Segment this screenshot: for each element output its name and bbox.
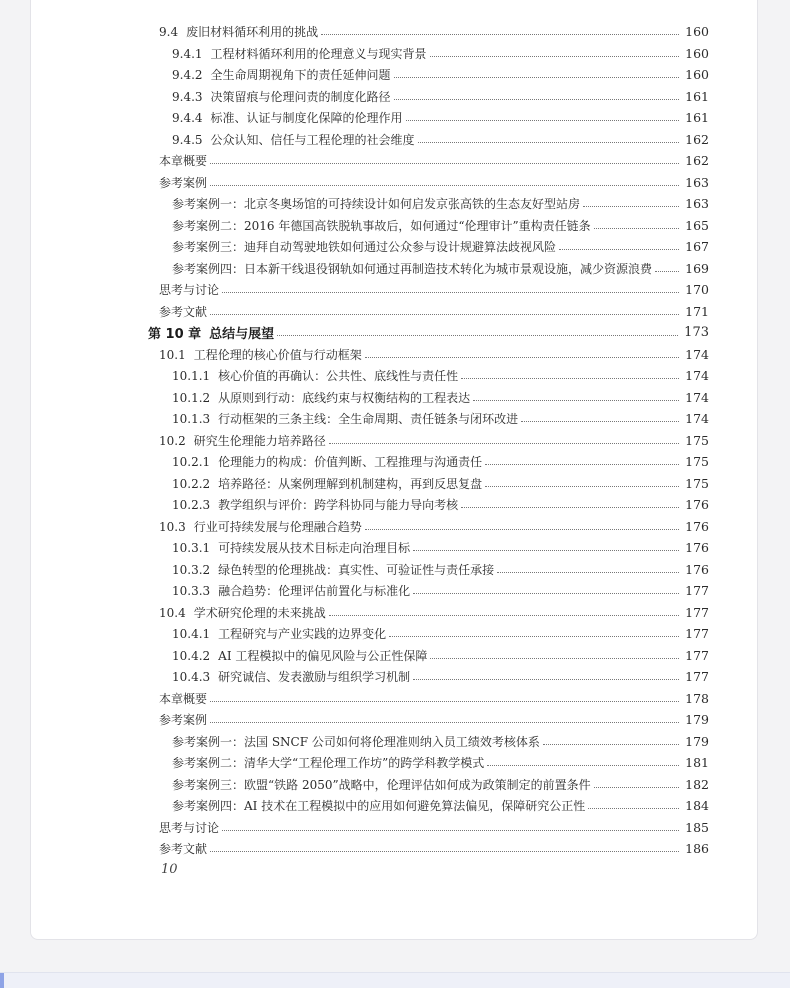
toc-entry[interactable] — [119, 236, 709, 258]
toc-entry-text: 参考案例三：迪拜自动驾驶地铁如何通过公众参与设计规避算法歧视风险 — [172, 240, 557, 255]
toc-entry-title — [159, 152, 210, 169]
toc-leader-dots — [461, 378, 679, 379]
toc-entry-text: 参考案例 — [159, 713, 208, 728]
toc-entry-page: 186 — [685, 841, 709, 857]
toc-entry-page: 177 — [685, 604, 709, 620]
toc-entry-text: 工程研究与产业实践的边界变化 — [218, 627, 387, 642]
toc-entry[interactable] — [119, 666, 709, 688]
toc-leader-dots — [583, 206, 679, 207]
toc-entry-title — [172, 260, 655, 277]
toc-leader-dots — [394, 77, 680, 78]
toc-leader-dots — [365, 357, 679, 358]
toc-entry-number: 10.4.2 — [172, 648, 211, 663]
toc-entry-title — [159, 604, 329, 621]
toc-entry-page: 176 — [685, 540, 709, 556]
toc-entry[interactable] — [119, 451, 709, 473]
toc-entry-number: 10.1 — [159, 347, 186, 362]
toc-leader-dots — [594, 228, 680, 229]
toc-entry-page: 179 — [685, 712, 709, 728]
toc-leader-dots — [559, 249, 679, 250]
toc-entry-title — [172, 582, 413, 599]
toc-entry-title — [159, 303, 210, 320]
toc-entry[interactable] — [119, 731, 709, 753]
toc-entry-text: 思考与讨论 — [159, 820, 220, 835]
toc-entry-page: 162 — [685, 131, 709, 147]
table-of-contents — [119, 21, 709, 860]
toc-entry-text: 工程伦理的核心价值与行动框架 — [193, 347, 362, 362]
toc-entry-page: 175 — [685, 432, 709, 448]
toc-entry[interactable] — [119, 129, 709, 151]
toc-entry-title — [159, 690, 210, 707]
toc-entry[interactable] — [119, 365, 709, 387]
toc-entry-text: 参考案例四：AI 技术在工程模拟中的应用如何避免算法偏见，保障研究公正性 — [172, 799, 586, 814]
toc-entry[interactable] — [119, 301, 709, 323]
toc-leader-dots — [222, 830, 679, 831]
toc-entry[interactable] — [119, 64, 709, 86]
toc-entry[interactable] — [119, 215, 709, 237]
toc-leader-dots — [321, 34, 679, 35]
toc-entry-page: 170 — [685, 282, 709, 298]
toc-entry-number: 第 10 章 — [148, 327, 202, 343]
toc-entry[interactable] — [119, 559, 709, 581]
toc-entry-page: 161 — [685, 110, 709, 126]
toc-leader-dots — [210, 722, 679, 723]
toc-entry-text: 从原则到行动：底线约束与权衡结构的工程表达 — [218, 390, 471, 405]
toc-entry-page: 177 — [685, 583, 709, 599]
toc-entry-number: 10.3.3 — [172, 584, 211, 599]
toc-entry-page: 162 — [685, 153, 709, 169]
toc-entry-page: 171 — [685, 303, 709, 319]
toc-entry[interactable] — [119, 107, 709, 129]
toc-entry-text: 参考文献 — [159, 304, 208, 319]
toc-entry-text: 学术研究伦理的未来挑战 — [193, 605, 326, 620]
toc-entry-title — [172, 797, 588, 814]
toc-entry-page: 175 — [685, 454, 709, 470]
toc-entry-page: 176 — [685, 497, 709, 513]
toc-entry-title — [172, 539, 413, 556]
toc-entry-title — [172, 238, 559, 255]
toc-entry-page: 175 — [685, 475, 709, 491]
toc-leader-dots — [594, 787, 680, 788]
toc-entry-number: 10.1.3 — [172, 412, 211, 427]
toc-entry-number: 9.4 — [159, 25, 179, 40]
toc-entry[interactable] — [119, 279, 709, 301]
toc-entry-text: 决策留痕与伦理问责的制度化路径 — [210, 89, 391, 104]
toc-entry-number: 9.4.4 — [172, 111, 203, 126]
toc-entry-title — [172, 131, 418, 148]
toc-entry-title — [148, 323, 277, 342]
toc-entry[interactable] — [119, 408, 709, 430]
toc-entry-page: 165 — [685, 217, 709, 233]
toc-entry-title — [172, 195, 583, 212]
toc-entry[interactable] — [119, 150, 709, 172]
toc-entry[interactable] — [119, 580, 709, 602]
toc-leader-dots — [406, 120, 680, 121]
toc-entry-number: 9.4.1 — [172, 46, 203, 61]
toc-leader-dots — [413, 550, 679, 551]
toc-entry-page: 174 — [685, 411, 709, 427]
toc-leader-dots — [389, 636, 679, 637]
toc-entry-number: 9.4.5 — [172, 132, 203, 147]
document-page — [30, 0, 758, 940]
toc-leader-dots — [365, 529, 679, 530]
toc-entry[interactable] — [119, 645, 709, 667]
toc-entry-title — [172, 776, 594, 793]
toc-entry-text: 参考案例一：北京冬奥场馆的可持续设计如何启发京张高铁的生态友好型站房 — [172, 197, 581, 212]
toc-leader-dots — [222, 292, 679, 293]
toc-entry[interactable] — [119, 193, 709, 215]
toc-entry-page: 182 — [685, 776, 709, 792]
toc-leader-dots — [461, 507, 679, 508]
toc-entry-text: 研究诚信、发表激励与组织学习机制 — [218, 670, 411, 685]
toc-entry-title — [172, 561, 497, 578]
toc-entry-page: 185 — [685, 819, 709, 835]
toc-entry[interactable] — [119, 537, 709, 559]
toc-entry[interactable] — [119, 817, 709, 839]
toc-entry-page: 167 — [685, 239, 709, 255]
toc-leader-dots — [497, 572, 679, 573]
page-footer-number: 10 — [161, 862, 178, 877]
toc-leader-dots — [210, 314, 679, 315]
toc-entry-text: 公众认知、信任与工程伦理的社会维度 — [210, 132, 415, 147]
toc-leader-dots — [521, 421, 679, 422]
toc-leader-dots — [543, 744, 679, 745]
toc-entry-text: AI 工程模拟中的偏见风险与公正性保障 — [218, 648, 428, 663]
toc-entry-title — [172, 453, 485, 470]
toc-entry-text: 培养路径：从案例理解到机制建构，再到反思复盘 — [218, 476, 483, 491]
toc-entry-title — [172, 217, 594, 234]
toc-entry-number: 10.3.2 — [172, 562, 211, 577]
toc-leader-dots — [430, 658, 679, 659]
toc-entry-text: 本章概要 — [159, 154, 208, 169]
toc-entry-page: 184 — [685, 798, 709, 814]
toc-leader-dots — [413, 679, 679, 680]
toc-entry-page: 173 — [684, 325, 709, 341]
toc-entry-text: 参考案例 — [159, 175, 208, 190]
toc-entry-text: 融合趋势：伦理评估前置化与标准化 — [218, 584, 411, 599]
toc-entry-page: 161 — [685, 88, 709, 104]
toc-leader-dots — [329, 615, 679, 616]
toc-entry-title — [172, 496, 461, 513]
toc-entry-page: 163 — [685, 174, 709, 190]
toc-entry-title — [172, 475, 485, 492]
toc-leader-dots — [430, 56, 680, 57]
toc-entry-number: 10.1.1 — [172, 369, 211, 384]
toc-leader-dots — [277, 335, 678, 336]
toc-entry-title — [172, 625, 389, 642]
toc-leader-dots — [394, 99, 680, 100]
toc-entry[interactable] — [119, 688, 709, 710]
toc-entry[interactable] — [119, 602, 709, 624]
toc-entry-text: 思考与讨论 — [159, 283, 220, 298]
toc-entry-number: 10.4.1 — [172, 627, 211, 642]
toc-entry-number: 10.3 — [159, 519, 186, 534]
toc-entry-text: 参考案例二：清华大学“工程伦理工作坊”的跨学科教学模式 — [172, 756, 485, 771]
toc-entry[interactable] — [119, 387, 709, 409]
toc-entry-text: 工程材料循环利用的伦理意义与现实背景 — [210, 46, 427, 61]
toc-entry[interactable] — [119, 43, 709, 65]
toc-entry[interactable] — [119, 623, 709, 645]
toc-entry-page: 181 — [685, 755, 709, 771]
toc-entry[interactable] — [119, 258, 709, 280]
toc-entry-title — [159, 281, 222, 298]
toc-entry-title — [159, 346, 365, 363]
toc-entry-title — [172, 754, 487, 771]
toc-chapter-entry[interactable] — [119, 322, 709, 344]
toc-entry-title — [172, 109, 406, 126]
toc-entry-title — [172, 389, 473, 406]
toc-entry[interactable] — [119, 21, 709, 43]
toc-entry-text: 核心价值的再确认：公共性、底线性与责任性 — [218, 369, 459, 384]
toc-entry-title — [159, 432, 329, 449]
toc-entry-number: 10.1.2 — [172, 390, 211, 405]
toc-entry-text: 废旧材料循环利用的挑战 — [186, 25, 319, 40]
toc-leader-dots — [413, 593, 679, 594]
toc-entry-page: 174 — [685, 346, 709, 362]
toc-entry-title — [159, 711, 210, 728]
toc-entry-text: 教学组织与评价：跨学科协同与能力导向考核 — [218, 498, 459, 513]
toc-entry-title — [172, 66, 394, 83]
toc-leader-dots — [473, 400, 679, 401]
toc-leader-dots — [210, 851, 679, 852]
toc-entry-page: 160 — [685, 45, 709, 61]
toc-entry-page: 163 — [685, 196, 709, 212]
toc-entry-title — [172, 647, 430, 664]
toc-leader-dots — [655, 271, 679, 272]
toc-entry-number: 10.2.1 — [172, 455, 211, 470]
toc-entry-text: 行业可持续发展与伦理融合趋势 — [193, 519, 362, 534]
toc-entry-text: 参考案例四：日本新干线退役钢轨如何通过再制造技术转化为城市景观设施，减少资源浪费 — [172, 261, 653, 276]
toc-entry[interactable] — [119, 752, 709, 774]
toc-entry-text: 行动框架的三条主线：全生命周期、责任链条与闭环改进 — [218, 412, 519, 427]
toc-leader-dots — [487, 765, 679, 766]
toc-entry[interactable] — [119, 709, 709, 731]
toc-entry-number: 10.4 — [159, 605, 186, 620]
toc-entry-title — [159, 518, 365, 535]
toc-entry[interactable] — [119, 838, 709, 860]
toc-entry-text: 总结与展望 — [209, 327, 275, 343]
toc-entry-text: 标准、认证与制度化保障的伦理作用 — [210, 111, 403, 126]
toc-entry-title — [159, 819, 222, 836]
toc-entry[interactable] — [119, 516, 709, 538]
toc-entry-page: 177 — [685, 669, 709, 685]
toc-entry-title — [172, 733, 543, 750]
toc-entry-text: 研究生伦理能力培养路径 — [193, 433, 326, 448]
toc-entry-text: 参考案例二：2016 年德国高铁脱轨事故后，如何通过“伦理审计”重构责任链条 — [172, 218, 591, 233]
toc-entry[interactable] — [119, 774, 709, 796]
toc-entry-title — [159, 174, 210, 191]
toc-entry[interactable] — [119, 172, 709, 194]
toc-leader-dots — [210, 701, 679, 702]
toc-leader-dots — [588, 808, 679, 809]
toc-entry-title — [172, 410, 521, 427]
toc-entry-page: 178 — [685, 690, 709, 706]
toc-entry-text: 绿色转型的伦理挑战：真实性、可验证性与责任承接 — [218, 562, 495, 577]
toc-entry-page: 160 — [685, 24, 709, 40]
toc-entry-title — [172, 367, 461, 384]
toc-entry-text: 可持续发展从技术目标走向治理目标 — [218, 541, 411, 556]
toc-entry-number: 10.3.1 — [172, 541, 211, 556]
toc-entry-text: 伦理能力的构成：价值判断、工程推理与沟通责任 — [218, 455, 483, 470]
toc-entry-page: 174 — [685, 368, 709, 384]
toc-leader-dots — [210, 185, 679, 186]
toc-entry-page: 160 — [685, 67, 709, 83]
toc-leader-dots — [210, 163, 679, 164]
toc-entry[interactable] — [119, 795, 709, 817]
toc-entry-page: 169 — [685, 260, 709, 276]
toc-entry[interactable] — [119, 473, 709, 495]
toc-entry-title — [172, 668, 413, 685]
toc-entry[interactable] — [119, 430, 709, 452]
toc-entry-number: 10.2 — [159, 433, 186, 448]
scroll-accent — [0, 973, 4, 988]
toc-leader-dots — [329, 443, 679, 444]
toc-entry-number: 10.4.3 — [172, 670, 211, 685]
toc-entry-number: 9.4.2 — [172, 68, 203, 83]
toc-entry-page: 176 — [685, 518, 709, 534]
toc-entry-text: 全生命周期视角下的责任延伸问题 — [210, 68, 391, 83]
toc-leader-dots — [485, 464, 679, 465]
toc-entry-text: 本章概要 — [159, 691, 208, 706]
toc-entry-page: 177 — [685, 647, 709, 663]
viewer-bottom-bar — [0, 972, 790, 988]
toc-entry-title — [172, 45, 430, 62]
toc-entry-title — [172, 88, 394, 105]
toc-leader-dots — [418, 142, 680, 143]
toc-entry-title — [159, 23, 321, 40]
toc-leader-dots — [485, 486, 679, 487]
toc-entry-text: 参考文献 — [159, 842, 208, 857]
toc-entry-text: 参考案例三：欧盟“铁路 2050”战略中，伦理评估如何成为政策制定的前置条件 — [172, 777, 591, 792]
toc-entry-page: 179 — [685, 733, 709, 749]
toc-entry-title — [159, 840, 210, 857]
toc-entry-number: 10.2.2 — [172, 476, 211, 491]
toc-entry-page: 176 — [685, 561, 709, 577]
toc-entry-number: 10.2.3 — [172, 498, 211, 513]
toc-entry-page: 177 — [685, 626, 709, 642]
toc-entry[interactable] — [119, 494, 709, 516]
toc-entry-page: 174 — [685, 389, 709, 405]
toc-entry-number: 9.4.3 — [172, 89, 203, 104]
toc-entry-text: 参考案例一：法国 SNCF 公司如何将伦理准则纳入员工绩效考核体系 — [172, 734, 540, 749]
toc-entry[interactable] — [119, 344, 709, 366]
toc-entry[interactable] — [119, 86, 709, 108]
